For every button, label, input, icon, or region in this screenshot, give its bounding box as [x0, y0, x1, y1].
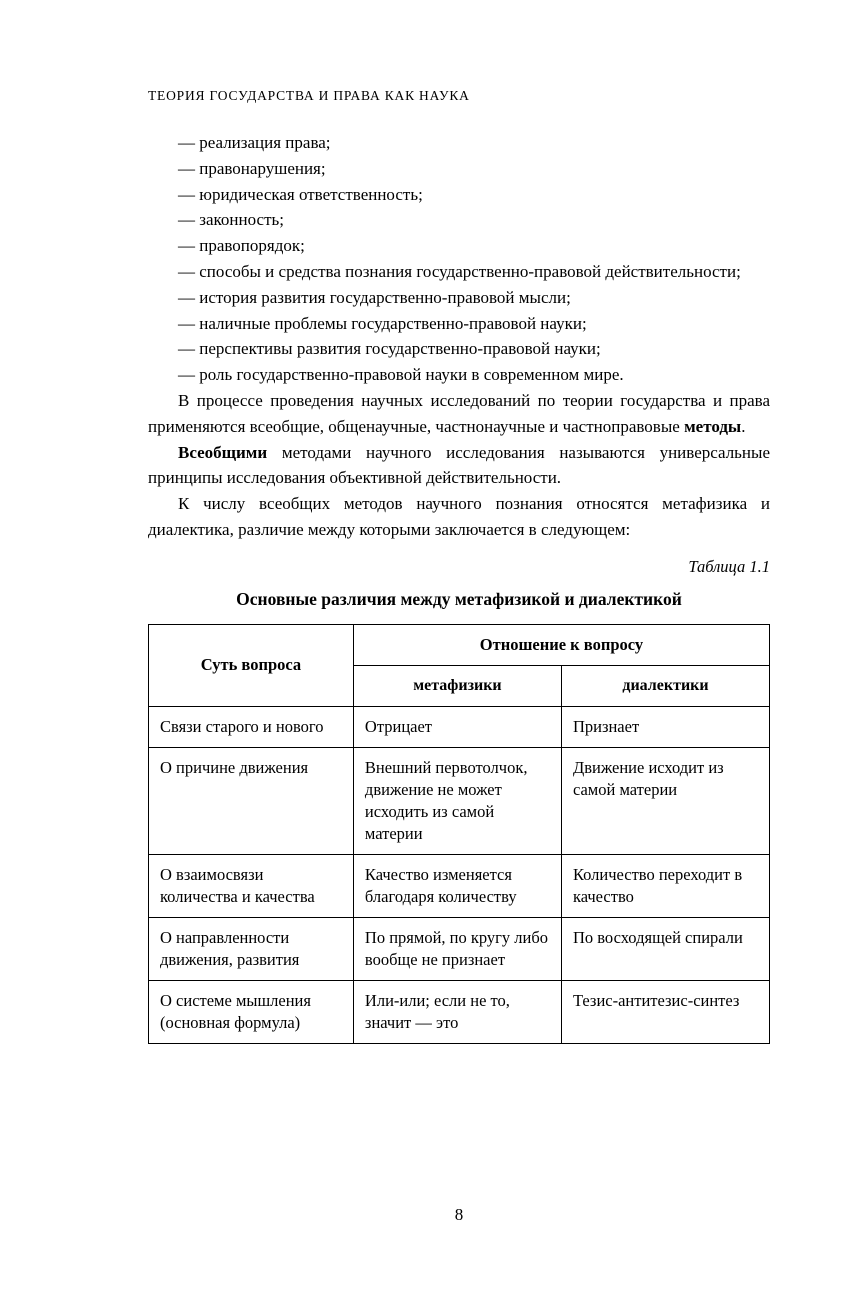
page-number: 8 [454, 1205, 464, 1224]
paragraph [148, 388, 770, 440]
table-header-dialectics: диалектики [561, 665, 769, 706]
table-body [149, 706, 770, 1043]
page-content [148, 88, 770, 1044]
list-item: — реализация права; [178, 133, 331, 152]
text-segment: методами научного исследования называются универсальные принципы исследования объективной действительности. [148, 442, 770, 488]
list-item: — история развития государственно-правовой мысли; [178, 287, 571, 307]
text-segment: К числу всеобщих методов научного познания относятся метафизика и диалектика, различие между которыми заключается в следующем: [148, 494, 770, 539]
table-header-metaphysics: метафизики [353, 665, 561, 706]
text-segment: В процессе проведения научных исследований по теории государства и права применяются всеобщие, общенаучные, частнонаучные и частноправовые [148, 390, 770, 436]
table-cell: Движение исходит из самой материи [561, 747, 769, 854]
table-title: Основные различия между метафизикой и диалектикой [236, 588, 682, 609]
table-cell: О системе мышления (основная формула) [149, 980, 354, 1043]
table-row [149, 917, 770, 980]
table-header-row-group [149, 624, 770, 665]
table-header-group: Отношение к вопросу [353, 624, 769, 665]
dash-list [148, 130, 770, 388]
list-item: — юридическая ответственность; [178, 184, 423, 204]
table-head [149, 624, 770, 706]
page-footer [148, 1205, 770, 1225]
table-caption: Таблица 1.1 [688, 556, 770, 576]
table-cell: Количество переходит в качество [561, 854, 769, 917]
running-head: ТЕОРИЯ ГОСУДАРСТВА И ПРАВА КАК НАУКА [148, 88, 470, 103]
comparison-table [148, 624, 770, 1044]
table-row [149, 706, 770, 747]
table-cell: О причине движения [149, 747, 354, 854]
text-segment: . [741, 416, 746, 436]
table-row [149, 854, 770, 917]
table-cell: Признает [561, 706, 769, 747]
list-item: — законность; [178, 210, 284, 230]
list-item: — правонарушения; [178, 158, 326, 178]
list-item: — правопорядок; [178, 236, 305, 256]
paragraphs [148, 388, 770, 543]
table-cell: По прямой, по кругу либо вообще не признает [353, 917, 561, 980]
list-item: — наличные проблемы государственно-правовой науки; [178, 313, 587, 333]
list-item: — роль государственно-правовой науки в современном мире. [178, 365, 624, 385]
bold-text-segment: методы [684, 416, 742, 436]
table-row [149, 980, 770, 1043]
table-cell: Или-или; если не то, значит — это [353, 980, 561, 1043]
list-item: — перспективы развития государственно-правовой науки; [178, 339, 601, 359]
table-cell: Тезис-антитезис-синтез [561, 980, 769, 1043]
table-row [149, 747, 770, 854]
table-cell: Отрицает [353, 706, 561, 747]
table-cell: О направленности движения, развития [149, 917, 354, 980]
table-cell: О взаимосвязи количества и качества [149, 854, 354, 917]
table-cell: По восходящей спирали [561, 917, 769, 980]
paragraph [148, 440, 770, 492]
table-cell: Связи старого и нового [149, 706, 354, 747]
list-item: — способы и средства познания государственно-правовой действительности; [178, 261, 741, 281]
table-cell: Внешний первотолчок, движение не может исходить из самой материи [353, 747, 561, 854]
bold-text-segment: Всеобщими [178, 442, 268, 462]
paragraph [148, 491, 770, 543]
table-header-subject: Суть вопроса [149, 624, 354, 706]
table-cell: Качество изменяется благодаря количеству [353, 854, 561, 917]
